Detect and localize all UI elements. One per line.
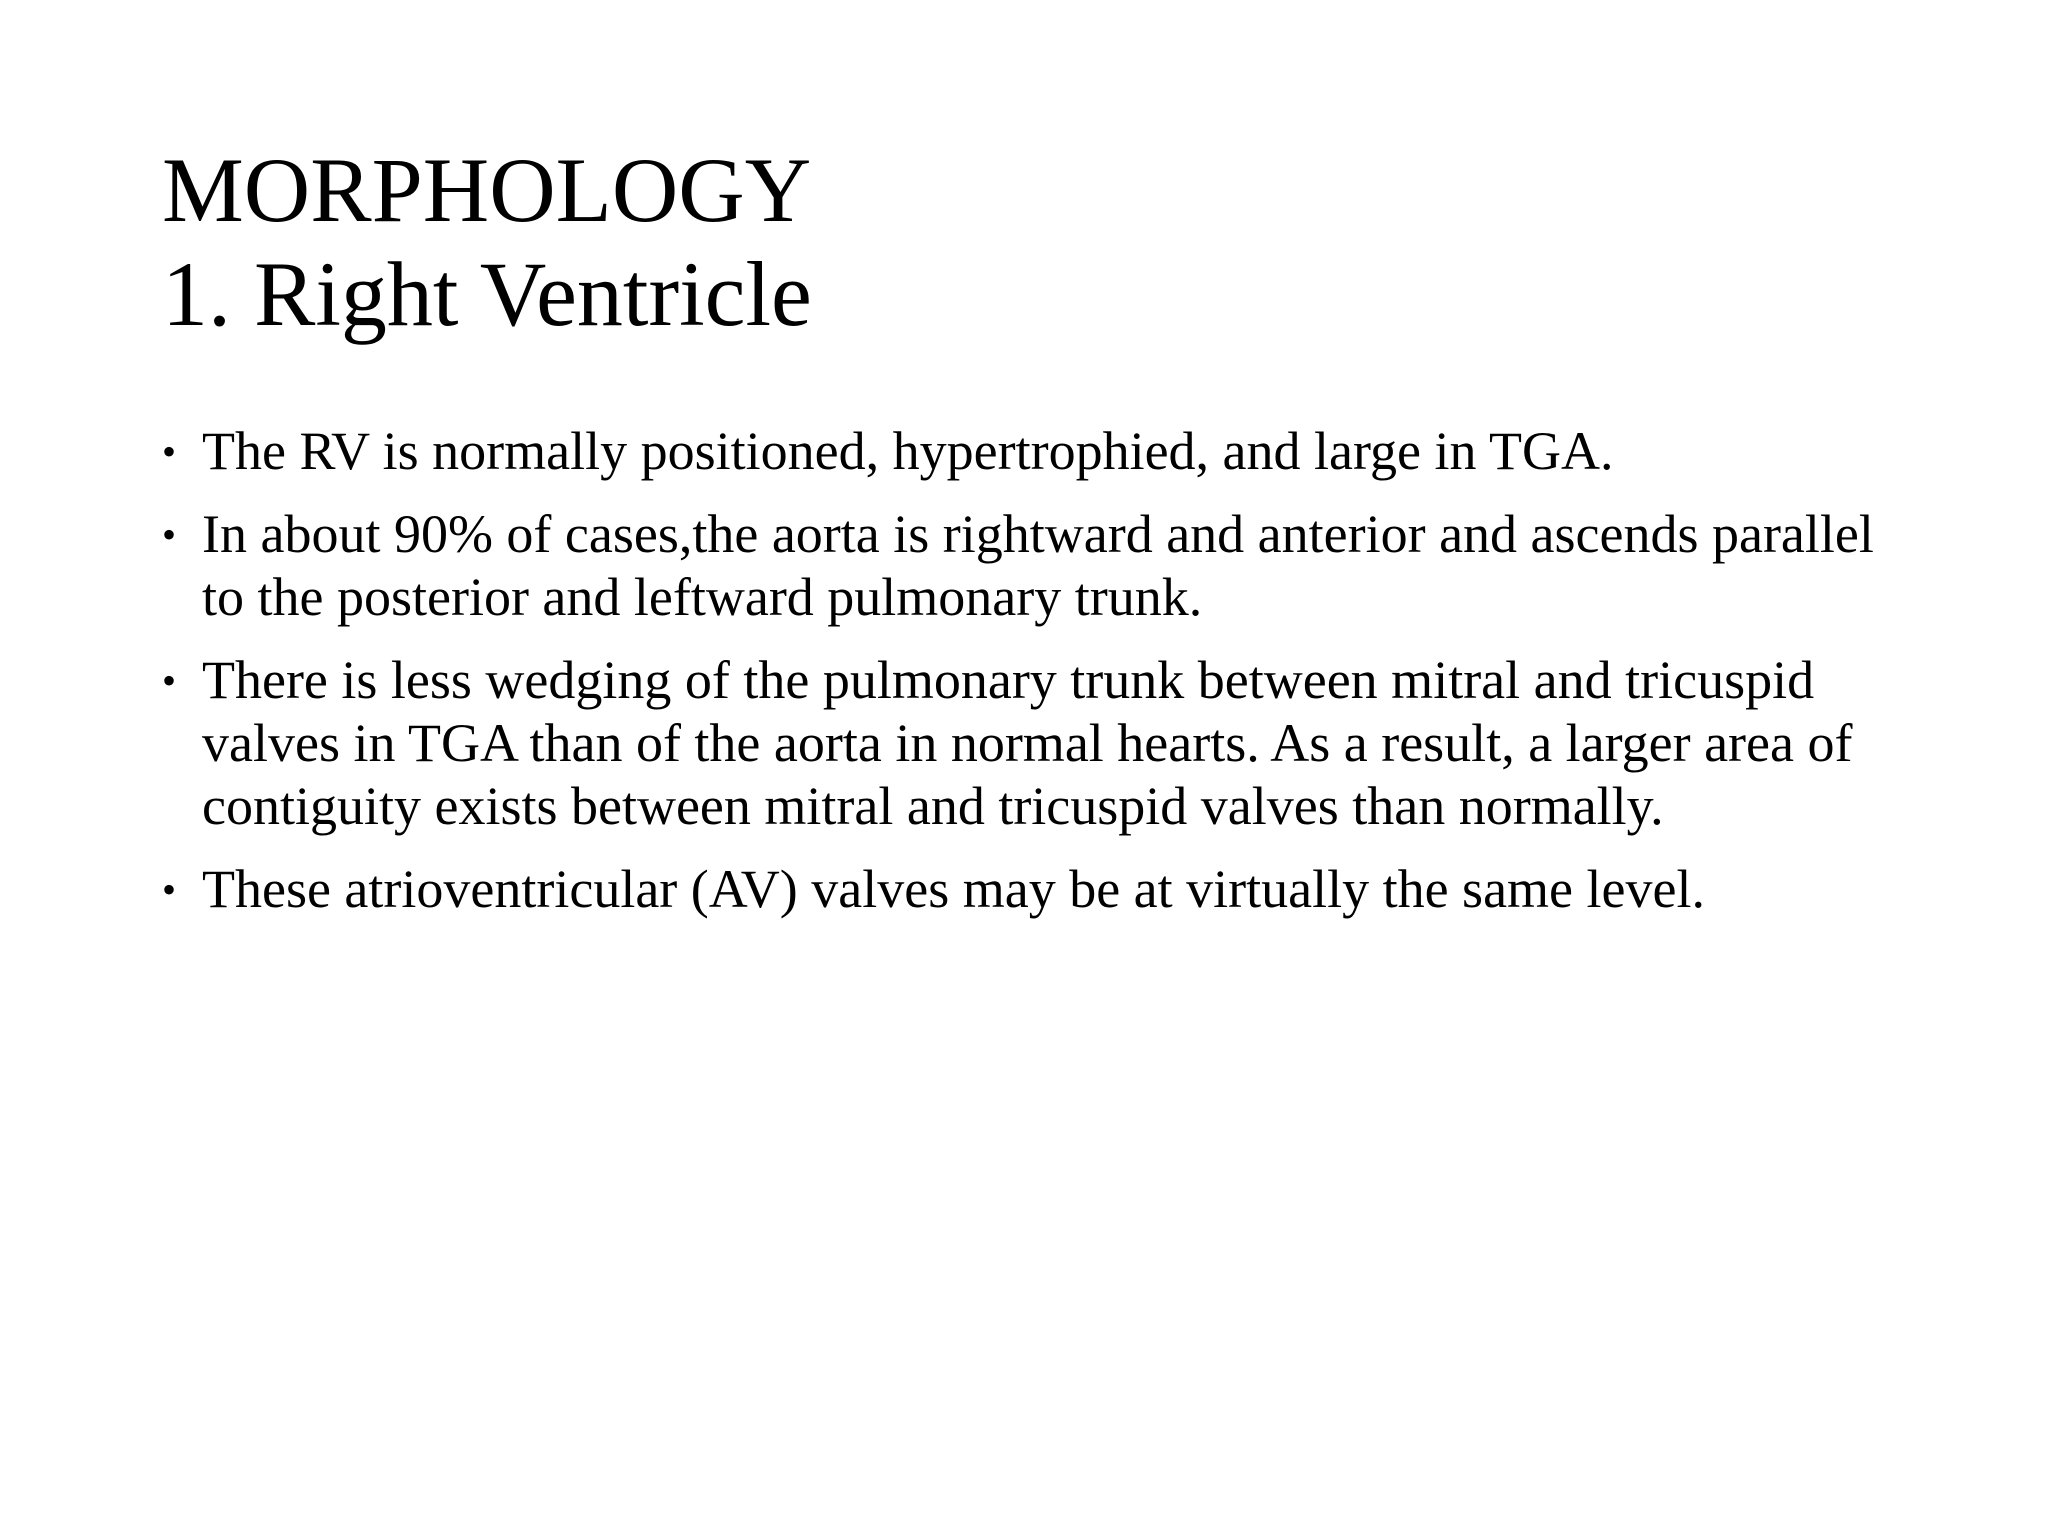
bullet-text: The RV is normally positioned, hypertrophied, and large in TGA. — [202, 421, 1614, 481]
bullet-item — [162, 420, 1882, 483]
bullet-text: In about 90% of cases,the aorta is rightward and anterior and ascends parallel to the posterior and leftward pulmonary trunk. — [202, 504, 1874, 627]
bullet-item — [162, 503, 1882, 629]
bullet-item — [162, 858, 1882, 921]
bullet-icon: • — [162, 429, 177, 474]
bullet-list — [162, 420, 1882, 941]
slide-title — [162, 138, 1862, 346]
slide-title-line-2: 1. Right Ventricle — [162, 243, 812, 345]
bullet-icon: • — [162, 658, 177, 703]
bullet-icon: • — [162, 512, 177, 557]
bullet-text: There is less wedging of the pulmonary trunk between mitral and tricuspid valves in TGA than of the aorta in normal hearts. As a result, a larger area of contiguity exists between mitral and tricuspid valves than normally. — [202, 650, 1853, 836]
bullet-icon: • — [162, 867, 177, 912]
slide-title-line-1: MORPHOLOGY — [162, 139, 812, 241]
bullet-text: These atrioventricular (AV) valves may be at virtually the same level. — [202, 859, 1705, 919]
bullet-item — [162, 649, 1882, 838]
